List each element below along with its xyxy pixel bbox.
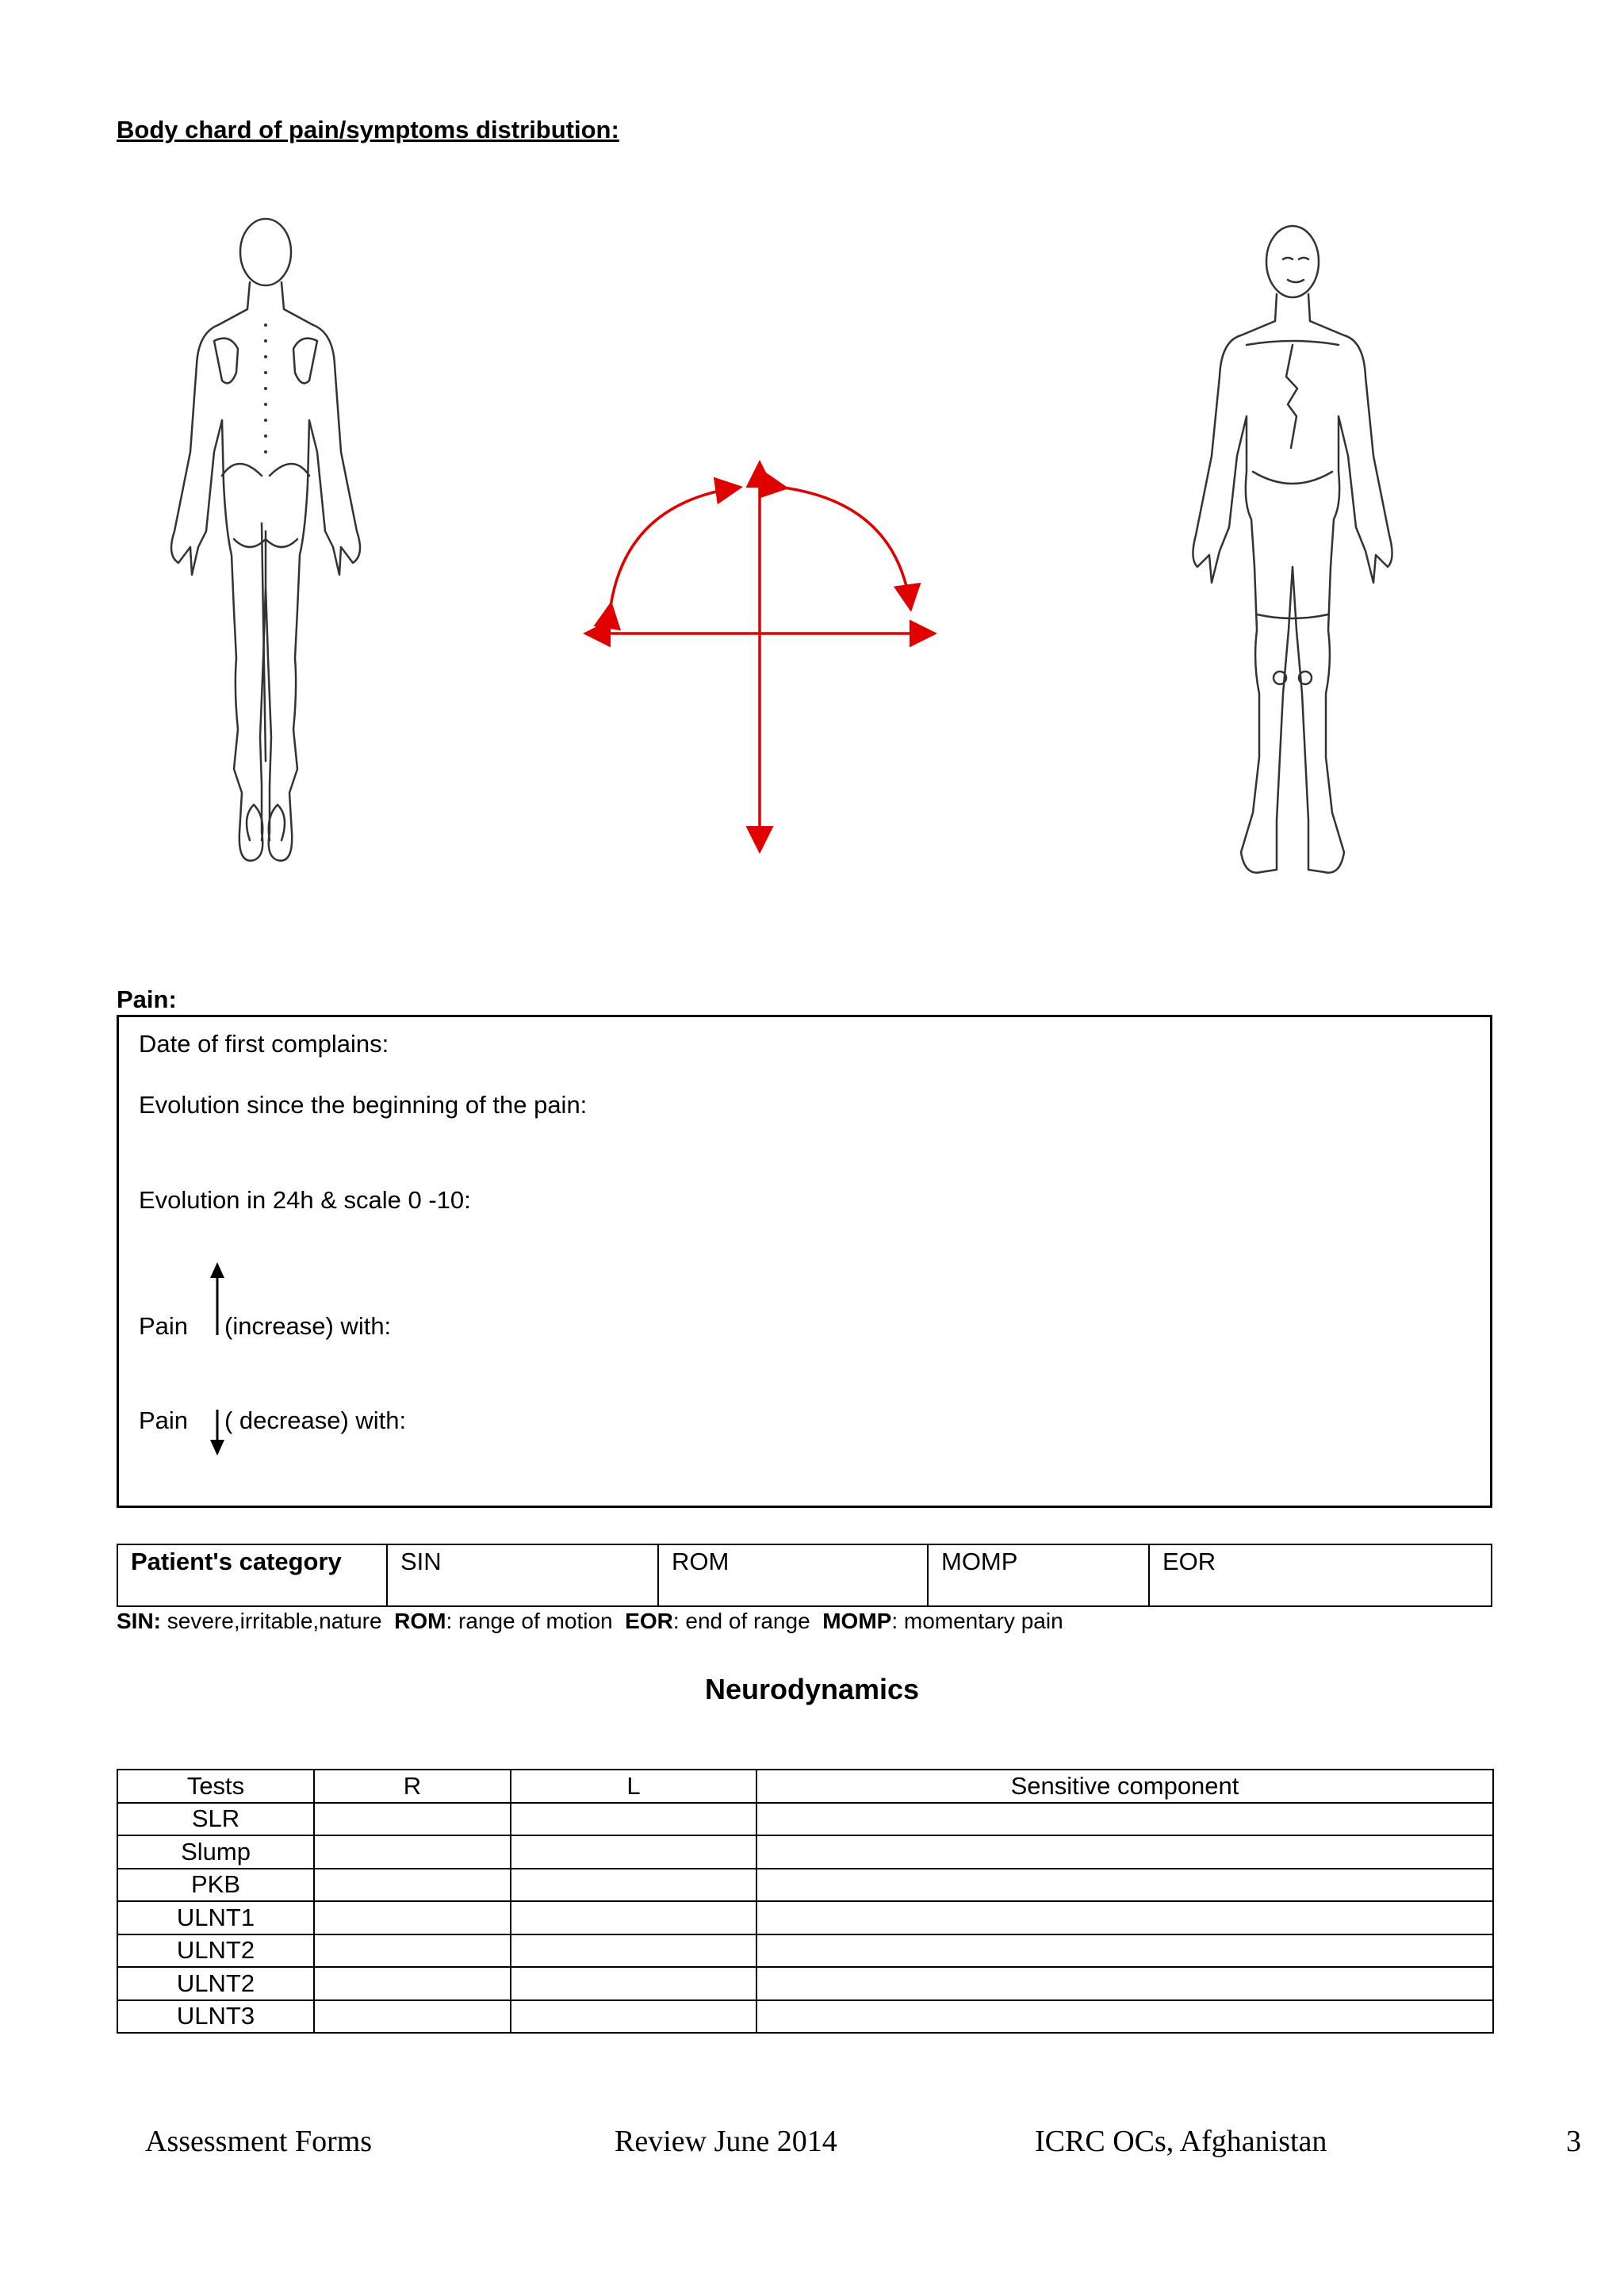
legend-rom-key: ROM	[394, 1609, 446, 1633]
sensitive-component-cell[interactable]	[756, 1835, 1493, 1869]
r-cell[interactable]	[314, 1901, 511, 1934]
body-chart-back	[135, 214, 396, 872]
header-l: L	[511, 1770, 756, 1803]
sensitive-component-cell[interactable]	[756, 1934, 1493, 1968]
sensitive-component-cell[interactable]	[756, 1869, 1493, 1902]
r-cell[interactable]	[314, 1803, 511, 1836]
l-cell[interactable]	[511, 1835, 756, 1869]
evolution-beginning-label: Evolution since the beginning of the pain:	[139, 1091, 588, 1119]
r-cell[interactable]	[314, 1967, 511, 2000]
neurodynamics-title: Neurodynamics	[704, 1673, 920, 1705]
table-row	[117, 1835, 1493, 1869]
table-row	[117, 1803, 1493, 1836]
rom-cell[interactable]: ROM	[658, 1544, 928, 1606]
table-row	[117, 1544, 1492, 1606]
test-name: PKB	[117, 1869, 314, 1902]
l-cell[interactable]	[511, 1967, 756, 2000]
pain-decrease-label: Pain	[139, 1406, 189, 1434]
legend-eor-key: EOR	[625, 1609, 673, 1633]
evolution-24h-label: Evolution in 24h & scale 0 -10:	[139, 1186, 471, 1214]
patient-category-cell: Patient's category	[117, 1544, 387, 1606]
eor-cell[interactable]: EOR	[1149, 1544, 1492, 1606]
sensitive-component-cell[interactable]	[756, 1901, 1493, 1934]
test-name: ULNT1	[117, 1901, 314, 1934]
legend-eor-text: : end of range	[672, 1609, 810, 1633]
sensitive-component-cell[interactable]	[756, 1967, 1493, 2000]
l-cell[interactable]	[511, 1803, 756, 1836]
table-header-row	[117, 1770, 1493, 1803]
test-name: ULNT2	[117, 1967, 314, 2000]
table-row	[117, 1934, 1493, 1968]
header-tests: Tests	[117, 1770, 314, 1803]
abbreviations-legend	[117, 1609, 1063, 1634]
body-chart-front	[1142, 218, 1443, 892]
legend-rom-text: : range of motion	[446, 1609, 613, 1633]
l-cell[interactable]	[511, 1901, 756, 1934]
header-sensitive-component: Sensitive component	[756, 1770, 1493, 1803]
legend-sin-text: severe,irritable,nature	[161, 1609, 382, 1633]
direction-arrows-diagram	[579, 456, 944, 860]
pain-heading: Pain:	[117, 985, 177, 1013]
l-cell[interactable]	[511, 1869, 756, 1902]
sensitive-component-cell[interactable]	[756, 1803, 1493, 1836]
legend-momp-key: MOMP	[822, 1609, 892, 1633]
table-row	[117, 1901, 1493, 1934]
r-cell[interactable]	[314, 1835, 511, 1869]
neurodynamics-table	[117, 1769, 1494, 2034]
page-number: 3	[1566, 2125, 1581, 2158]
sensitive-component-cell[interactable]	[756, 2000, 1493, 2034]
test-name: SLR	[117, 1803, 314, 1836]
legend-sin-key: SIN:	[117, 1609, 161, 1633]
footer-right: ICRC OCs, Afghanistan	[1035, 2125, 1327, 2158]
legend-momp-text: : momentary pain	[891, 1609, 1063, 1633]
r-cell[interactable]	[314, 2000, 511, 2034]
l-cell[interactable]	[511, 1934, 756, 1968]
table-row	[117, 2000, 1493, 2034]
date-first-complains-label: Date of first complains:	[139, 1030, 389, 1058]
footer-left: Assessment Forms	[145, 2125, 373, 2158]
sin-cell[interactable]: SIN	[387, 1544, 658, 1606]
footer-center: Review June 2014	[615, 2125, 837, 2158]
test-name: Slump	[117, 1835, 314, 1869]
table-row	[117, 1967, 1493, 2000]
momp-cell[interactable]: MOMP	[928, 1544, 1149, 1606]
test-name: ULNT2	[117, 1934, 314, 1968]
r-cell[interactable]	[314, 1869, 511, 1902]
header-r: R	[314, 1770, 511, 1803]
test-name: ULNT3	[117, 2000, 314, 2034]
pain-increase-label: Pain	[139, 1312, 189, 1340]
r-cell[interactable]	[314, 1934, 511, 1968]
table-row	[117, 1869, 1493, 1902]
l-cell[interactable]	[511, 2000, 756, 2034]
page-title: Body chard of pain/symptoms distribution:	[117, 116, 619, 144]
pain-increase-text: (increase) with:	[224, 1312, 392, 1340]
patient-category-table	[117, 1544, 1492, 1607]
pain-decrease-text: ( decrease) with:	[224, 1406, 407, 1434]
